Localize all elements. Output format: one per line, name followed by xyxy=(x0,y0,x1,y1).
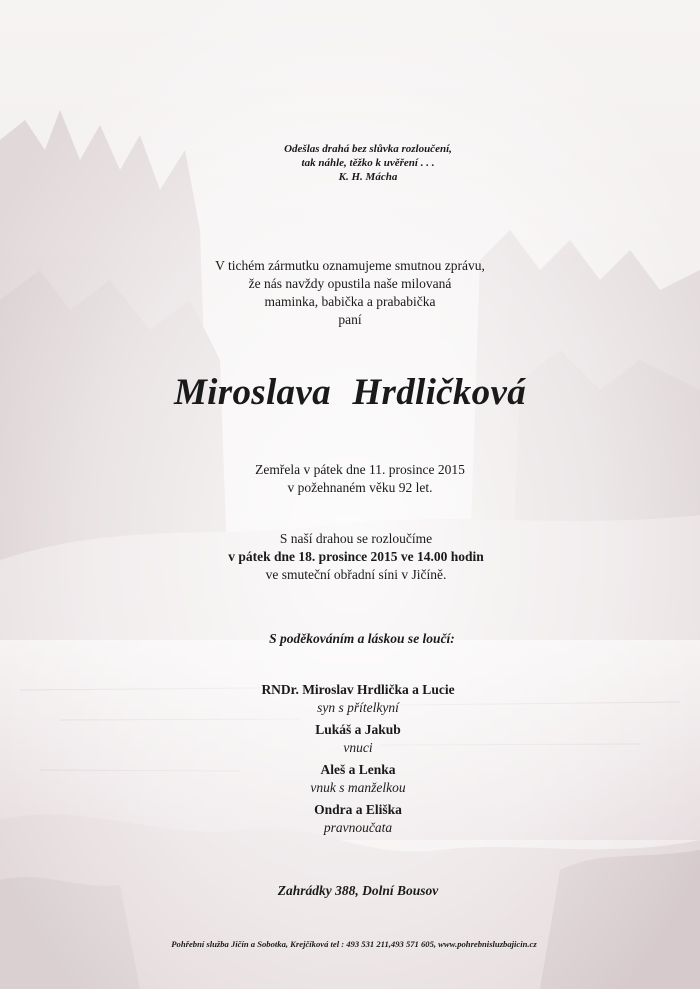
poem-line-2: tak náhle, těžko k uvěření . . . xyxy=(301,157,435,169)
deceased-name: Miroslava Hrdličková xyxy=(173,372,526,413)
announcement-line-4: paní xyxy=(338,312,362,327)
ceremony-place: ve smuteční obřadní síni v Jičíně. xyxy=(265,567,447,582)
mourner-relation-1: syn s přítelkyní xyxy=(317,700,399,715)
mourner-names-2: Lukáš a Jakub xyxy=(315,722,401,737)
announcement-line-1: V tichém zármutku oznamujeme smutnou zprávu, xyxy=(215,258,485,273)
death-info-line-1: Zemřela v pátek dne 11. prosince 2015 xyxy=(255,462,465,477)
poem-author: K. H. Mácha xyxy=(338,171,398,183)
mourner-names-3: Aleš a Lenka xyxy=(320,762,396,777)
mourner-relation-2: vnuci xyxy=(343,740,373,755)
ceremony-intro: S naší drahou se rozloučíme xyxy=(279,531,433,546)
announcement-line-2: že nás navždy opustila naše milovaná xyxy=(248,276,452,291)
poem-line-1: Odešlas drahá bez slůvka rozloučení, xyxy=(284,143,452,155)
death-info-line-2: v požehnaném věku 92 let. xyxy=(287,480,433,495)
ceremony-datetime: v pátek dne 18. prosince 2015 ve 14.00 hodin xyxy=(228,549,484,564)
mourner-relation-4: pravnoučata xyxy=(323,820,393,835)
mourner-names-4: Ondra a Eliška xyxy=(314,802,402,817)
family-address: Zahrádky 388, Dolní Bousov xyxy=(277,883,439,898)
farewell-heading: S poděkováním a láskou se loučí: xyxy=(269,631,455,646)
announcement-line-3: maminka, babička a prababička xyxy=(264,294,436,309)
mourner-names-1: RNDr. Miroslav Hrdlička a Lucie xyxy=(261,682,455,697)
funeral-service-footer: Pohřební služba Jičín a Sobotka, Krejčíková tel : 493 531 211,493 571 605, www.pohrebnisluzbajicin.cz xyxy=(171,939,537,949)
mourner-relation-3: vnuk s manželkou xyxy=(310,780,406,795)
